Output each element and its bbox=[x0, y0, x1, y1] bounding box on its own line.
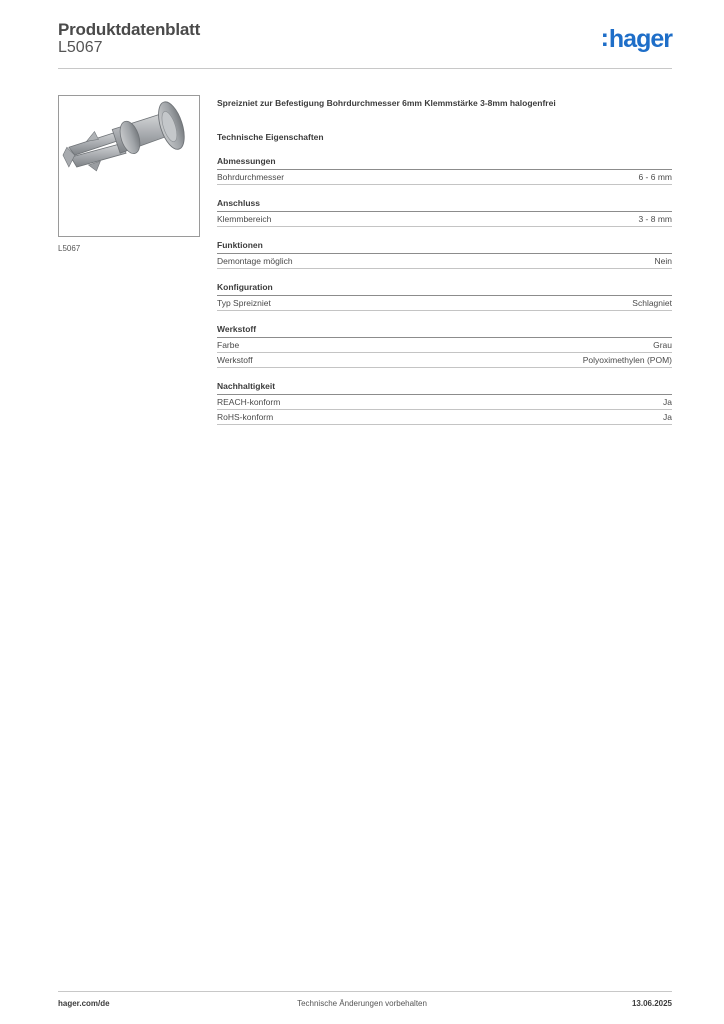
product-details bbox=[217, 97, 672, 425]
property-group-anschluss bbox=[217, 198, 672, 227]
property-value: Schlagniet bbox=[632, 298, 672, 308]
property-row bbox=[217, 395, 672, 410]
page-title: Produktdatenblatt bbox=[58, 20, 201, 39]
property-value: Ja bbox=[663, 412, 672, 422]
property-label: Werkstoff bbox=[217, 355, 253, 365]
spreizniet-illustration bbox=[59, 96, 199, 236]
property-group-konfiguration bbox=[217, 282, 672, 311]
property-value: 3 - 8 mm bbox=[638, 214, 672, 224]
property-row bbox=[217, 212, 672, 227]
property-value: Grau bbox=[653, 340, 672, 350]
property-label: REACH-konform bbox=[217, 397, 281, 407]
property-label: Farbe bbox=[217, 340, 240, 350]
property-group-abmessungen bbox=[217, 156, 672, 185]
header-divider bbox=[58, 68, 672, 69]
group-title: Funktionen bbox=[217, 240, 672, 254]
property-label: Demontage möglich bbox=[217, 256, 293, 266]
property-value: 6 - 6 mm bbox=[638, 172, 672, 182]
property-row bbox=[217, 254, 672, 269]
group-title: Anschluss bbox=[217, 198, 672, 212]
property-value: Polyoximethylen (POM) bbox=[582, 355, 672, 365]
property-group-werkstoff bbox=[217, 324, 672, 368]
logo-colon: : bbox=[600, 24, 608, 52]
property-value: Ja bbox=[663, 397, 672, 407]
property-label: RoHS-konform bbox=[217, 412, 274, 422]
property-row bbox=[217, 338, 672, 353]
footer-disclaimer: Technische Änderungen vorbehalten bbox=[297, 999, 427, 1008]
group-title: Konfiguration bbox=[217, 282, 672, 296]
property-value: Nein bbox=[654, 256, 672, 266]
group-title: Werkstoff bbox=[217, 324, 672, 338]
product-image bbox=[58, 95, 200, 237]
footer-divider bbox=[58, 991, 672, 992]
hager-logo bbox=[600, 24, 672, 53]
property-group-funktionen bbox=[217, 240, 672, 269]
product-description: Spreizniet zur Befestigung Bohrdurchmesser 6mm Klemmstärke 3-8mm halogenfrei bbox=[217, 98, 556, 108]
property-row bbox=[217, 170, 672, 185]
logo-text: hager bbox=[608, 25, 672, 53]
footer-website-link[interactable]: hager.com/de bbox=[58, 999, 110, 1008]
footer-date: 13.06.2025 bbox=[631, 999, 672, 1008]
technical-properties-heading: Technische Eigenschaften bbox=[217, 132, 324, 142]
property-row bbox=[217, 353, 672, 368]
image-caption: L5067 bbox=[58, 244, 81, 253]
property-label: Bohrdurchmesser bbox=[217, 172, 285, 182]
property-group-nachhaltigkeit bbox=[217, 381, 672, 425]
property-label: Klemmbereich bbox=[217, 214, 272, 224]
group-title: Nachhaltigkeit bbox=[217, 381, 672, 395]
property-row bbox=[217, 410, 672, 425]
property-label: Typ Spreizniet bbox=[217, 298, 271, 308]
article-number: L5067 bbox=[58, 39, 103, 56]
property-row bbox=[217, 296, 672, 311]
group-title: Abmessungen bbox=[217, 156, 672, 170]
